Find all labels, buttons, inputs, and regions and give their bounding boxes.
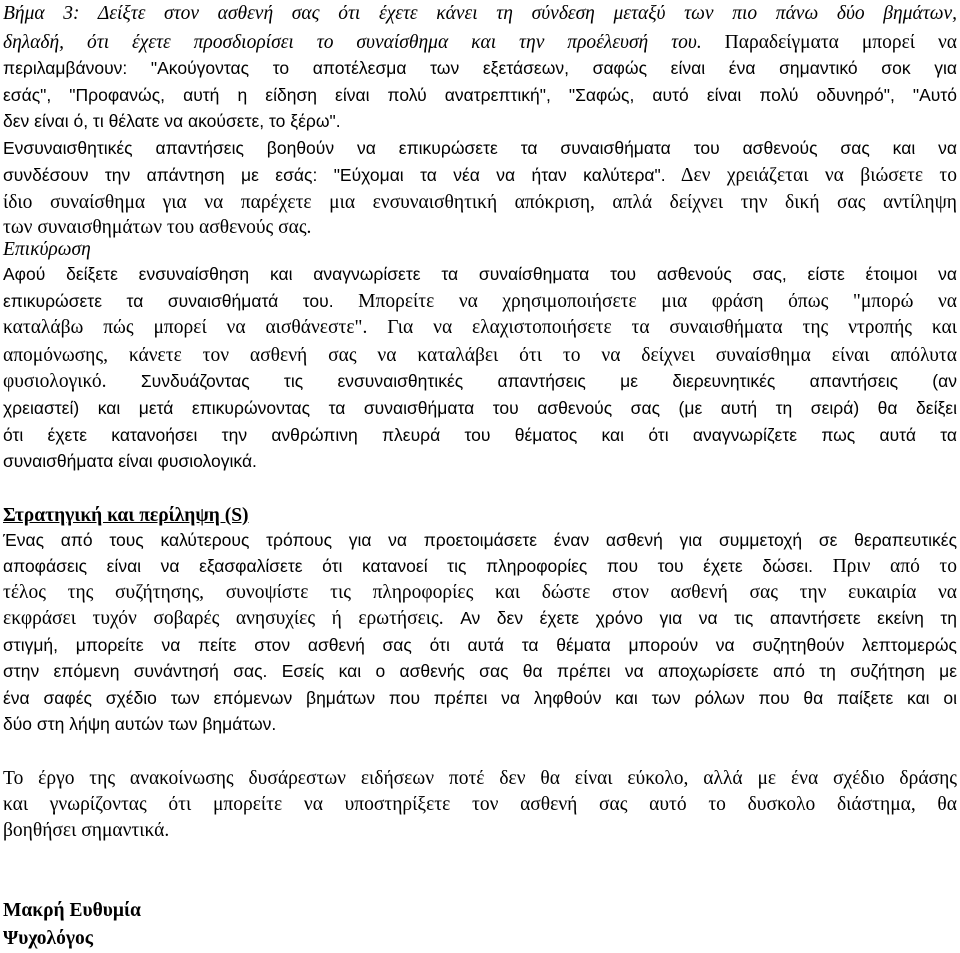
strategy-text: εκφράσει τυχόν σοβαρές ανησυχίες ή ερωτήσεις. [3,608,444,629]
text-line [3,711,957,738]
empathy-text: Ενσυναισθητικές απαντήσεις βοηθούν να επικυρώσετε τα συναισθήματα του ασθενούς σας και να [3,138,957,158]
text-line [3,553,957,580]
text-line [3,261,957,288]
step3-text: δηλαδή, ότι έχετε προσδιορίσει το συναίσθημα και την προέλευσή του. [3,32,702,53]
validation-text: Αφού δείξετε ενσυναίσθηση και αναγνωρίσετε τα συναίσθηματα του ασθενούς σας, είστε έτοιμοι να [3,264,957,284]
validation-text: καταλάβω πώς μπορεί να αισθάνεστε". [3,317,368,338]
text-line [3,108,957,135]
text-line [3,658,957,685]
strategy-heading: Στρατηγική και περίληψη (S) [3,505,249,526]
empathy-text: ίδιο συναίσθημα για να παρέχετε μια ενσυναισθητική απόκριση, απλά δείχνει την δική σας αντίληψη [3,192,957,213]
step3-text: εσάς", "Προφανώς, αυτή η είδηση είναι πολύ ανατρεπτική", "Σαφώς, αυτό είναι πολύ οδυνηρό", "Αυτό [3,85,957,105]
strategy-text: στιγμή, μπορείτε να πείτε στον ασθενή σας ότι αυτά τα θέματα μπορούν να συζητηθούν λεπτομερώς [3,635,957,655]
validation-text: φυσιολογικό. [3,371,107,392]
author-title: Ψυχολόγος [3,928,93,949]
step3-text: περιλαμβάνουν: "Ακούγοντας το αποτέλεσμα των εξετάσεων, σαφώς είναι ένα σημαντικό σοκ για [3,58,957,78]
text-line [3,29,957,56]
text-line [3,685,957,712]
text-line [3,765,957,792]
step3-text: Παραδείγματα μπορεί να [724,32,957,53]
text-line [3,135,957,162]
validation-heading: Επικύρωση [3,239,91,260]
text-line [3,342,957,369]
closing-text: Το έργο της ανακοίνωσης δυσάρεστων ειδήσεων ποτέ δεν θα είναι εύκολο, αλλά με ένα σχέδιο δράσης [3,768,957,789]
author-name: Μακρή Ευθυμία [3,900,141,921]
empathy-text: Δεν χρειάζεται να βιώσετε το [680,165,957,186]
text-line [3,579,957,606]
text-line [3,791,957,818]
validation-text: απομόνωσης, κάνετε τον ασθενή σας να καταλάβει ότι το να δείχνει συναίσθημα είναι απόλυτα [3,345,957,366]
validation-text: ότι έχετε κατανοήσει την ανθρώπινη πλευρά του θέματος και ότι αναγνωρίζετε πως αυτά τα [3,425,957,445]
text-line [3,368,957,395]
text-line [3,395,957,422]
signature-name-line [3,897,957,924]
strategy-text: αποφάσεις είναι να εξασφαλίσετε ότι κατανοεί τις πληροφορίες που του έχετε δώσει. [3,556,813,576]
step3-text: δεν είναι ό, τι θέλατε να ακούσετε, το ξέρω". [3,111,341,131]
signature-title-line [3,925,957,952]
strategy-text: δύο στη λήψη αυτών των βημάτων. [3,714,277,734]
text-line [3,314,957,341]
text-line [3,527,957,554]
strategy-text: Ένας από τους καλύτερους τρόπους για να προετοιμάσετε έναν ασθενή για συμμετοχή σε θεραπευτικές [3,530,957,550]
empathy-text: των συναισθημάτων του ασθενούς σας. [3,217,312,238]
validation-text: Συνδυάζοντας τις ενσυναισθητικές απαντήσεις με διερευνητικές απαντήσεις (αν [140,371,957,391]
text-line [3,189,957,216]
text-line [3,817,957,844]
strategy-text: Αν δεν έχετε χρόνο για να τις απαντήσετε εκείνη τη [460,608,958,628]
closing-text: και γνωρίζοντας ότι μπορείτε να υποστηρίξετε τον ασθενή σας αυτό το δυσκολο διάστημα, θα [3,794,957,815]
validation-text: επικυρώσετε τα συναισθήματά του. [3,291,334,311]
validation-text: Για να ελαχιστοποιήσετε τα συναισθήματα της ντροπής και [387,317,957,338]
strategy-text: Εσείς και ο ασθενής σας θα πρέπει να αποχωρίσετε από τη συζήτηση με [281,661,958,681]
strategy-text: στην επόμενη συνάντησή σας. [3,661,268,681]
validation-text: χρειαστεί) και μετά επικυρώνοντας τα συναισθήματα του ασθενούς σας (με αυτή τη σειρά) θα δείξει [3,398,957,418]
text-line [3,0,957,27]
validation-text: Μπορείτε να χρησιμοποιήσετε μια φράση όπως "μπορώ να [358,291,958,312]
text-line [3,605,957,632]
text-line [3,632,957,659]
text-line [3,448,957,475]
validation-text: συναισθήματα είναι φυσιολογικά. [3,451,257,471]
text-line [3,55,957,82]
section-heading-strategy [3,502,957,529]
strategy-text: Πριν από το [832,556,957,577]
text-line [3,82,957,109]
step3-text: Βήμα 3: Δείξτε στον ασθενή σας ότι έχετε κάνει τη σύνδεση μεταξύ των πιο πάνω δύο βημάτων, [3,3,957,24]
section-heading-validation [3,236,957,263]
closing-text: βοηθήσει σημαντικά. [3,820,170,841]
text-line [3,162,957,189]
strategy-text: τέλος της συζήτησης, συνοψίστε τις πληροφορίες και δώστε στον ασθενή σας την ευκαιρία να [3,582,957,603]
text-line [3,288,957,315]
empathy-text: συνδέσουν την απάντηση με εσάς: "Εύχομαι τα νέα να ήταν καλύτερα". [3,165,666,185]
text-line [3,422,957,449]
strategy-text: ένα σαφές σχέδιο των επόμενων βημάτων που πρέπει να ληφθούν και των ρόλων που θα παίξετε και οι [3,688,957,708]
